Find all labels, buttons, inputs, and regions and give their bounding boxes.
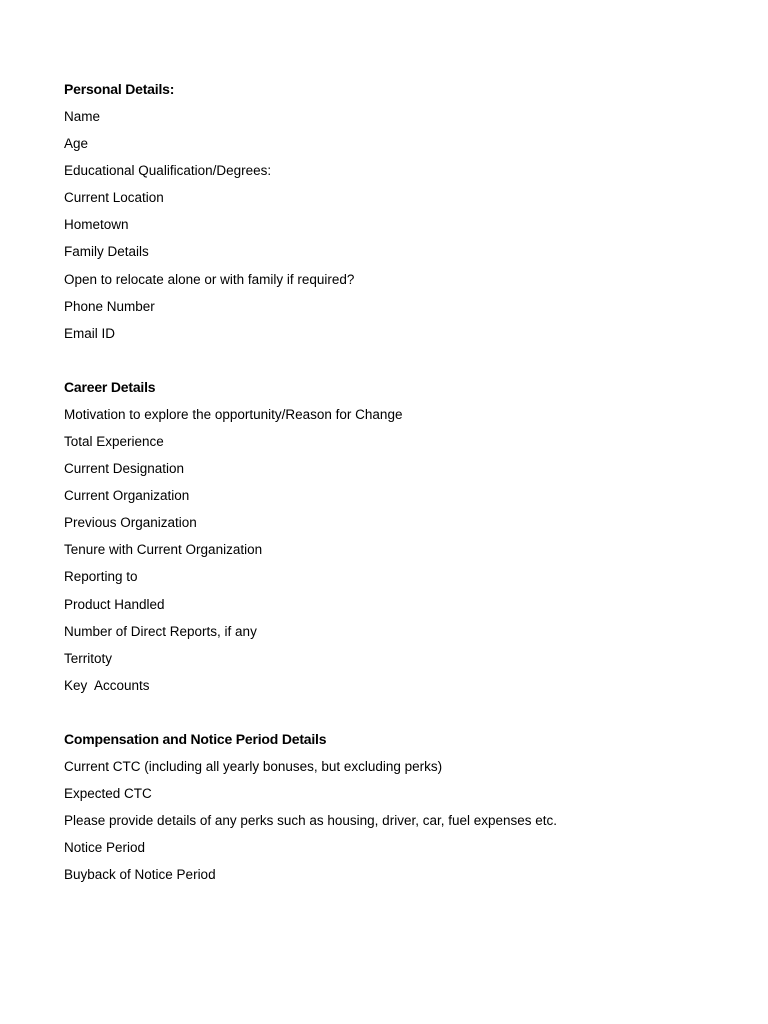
field-label: Buyback of Notice Period — [64, 867, 216, 883]
field-label: Educational Qualification/Degrees: — [64, 163, 272, 179]
field-label: Expected CTC — [64, 785, 152, 801]
field-label: Age — [64, 136, 89, 152]
field-label: Current Location — [64, 190, 164, 206]
career-details-section — [64, 374, 724, 699]
field-label: Current Organization — [64, 488, 190, 504]
field-label: Hometown — [64, 217, 129, 233]
field-label: Previous Organization — [64, 515, 197, 531]
field-label: Family Details — [64, 244, 149, 260]
field-label: Open to relocate alone or with family if required? — [64, 271, 355, 287]
field-label: Tenure with Current Organization — [64, 542, 263, 558]
field-label: Reporting to — [64, 569, 138, 585]
field-label: Current CTC (including all yearly bonuses, but excluding perks) — [64, 758, 443, 774]
personal-details-section — [64, 76, 724, 347]
section-heading: Compensation and Notice Period Details — [64, 730, 327, 747]
section-heading: Career Details — [64, 378, 156, 395]
field-label: Phone Number — [64, 298, 155, 314]
field-label: Current Designation — [64, 461, 185, 477]
field-label: Name — [64, 109, 101, 124]
compensation-notice-section — [64, 726, 724, 888]
field-label: Product Handled — [64, 596, 165, 612]
field-label: Territoty — [64, 650, 113, 666]
field-label: Notice Period — [64, 840, 146, 856]
section-heading: Personal Details: — [64, 81, 175, 97]
field-label: Key Accounts — [64, 677, 150, 693]
field-label: Please provide details of any perks such as housing, driver, car, fuel expenses etc. — [64, 813, 558, 829]
document-page — [64, 76, 724, 915]
field-label: Email ID — [64, 325, 116, 341]
field-label: Motivation to explore the opportunity/Reason for Change — [64, 406, 403, 422]
field-label: Number of Direct Reports, if any — [64, 623, 257, 639]
field-label: Total Experience — [64, 433, 164, 449]
